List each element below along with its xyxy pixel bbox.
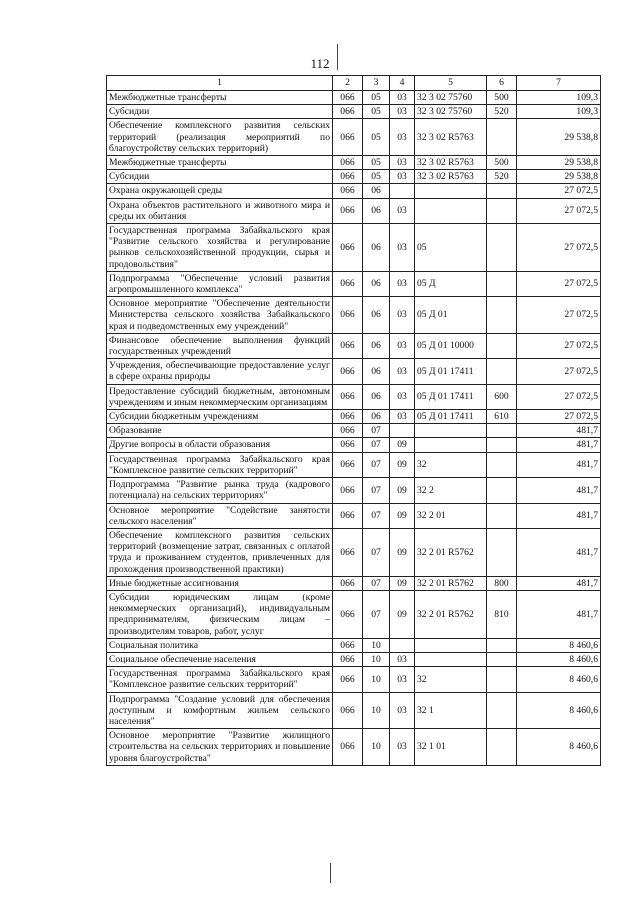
row-amount: 481,7 (517, 424, 601, 438)
row-amount: 481,7 (517, 503, 601, 528)
row-code-6 (487, 729, 517, 766)
row-code-4: 09 (390, 503, 415, 528)
row-code-2: 066 (333, 384, 363, 409)
row-amount: 8 460,6 (517, 667, 601, 692)
row-code-4 (390, 184, 415, 198)
row-code-4: 09 (390, 478, 415, 503)
row-code-6: 810 (487, 590, 517, 638)
table-row (107, 667, 601, 692)
row-code-4 (390, 424, 415, 438)
row-amount: 29 538,8 (517, 119, 601, 156)
row-amount: 481,7 (517, 528, 601, 576)
row-code-2: 066 (333, 224, 363, 272)
row-code-3: 05 (363, 170, 390, 184)
table-header (107, 76, 601, 91)
row-amount: 109,3 (517, 105, 601, 119)
row-name: Другие вопросы в области образования (107, 438, 333, 452)
row-amount: 27 072,5 (517, 297, 601, 334)
table-row (107, 528, 601, 576)
row-code-4: 03 (390, 384, 415, 409)
table-row (107, 105, 601, 119)
row-code-2: 066 (333, 170, 363, 184)
row-code-3: 07 (363, 438, 390, 452)
row-amount: 481,7 (517, 478, 601, 503)
row-code-3: 07 (363, 590, 390, 638)
row-code-4: 03 (390, 105, 415, 119)
row-amount: 29 538,8 (517, 156, 601, 170)
table-row (107, 384, 601, 409)
row-name: Иные бюджетные ассигнования (107, 576, 333, 590)
row-code-6 (487, 424, 517, 438)
row-code-2: 066 (333, 667, 363, 692)
row-code-6 (487, 452, 517, 477)
column-header-5: 5 (415, 76, 487, 91)
budget-table (106, 75, 601, 766)
row-code-5: 32 2 01 R5762 (415, 576, 487, 590)
row-code-6 (487, 119, 517, 156)
row-code-6 (487, 297, 517, 334)
row-code-3: 06 (363, 224, 390, 272)
row-code-2: 066 (333, 410, 363, 424)
row-code-2: 066 (333, 119, 363, 156)
row-code-3: 06 (363, 333, 390, 358)
row-name: Основное мероприятие "Обеспечение деятельности Министерства сельского хозяйства Забайкальского края и подведомственных ему учреждений" (107, 297, 333, 334)
row-amount: 8 460,6 (517, 692, 601, 729)
row-code-3: 07 (363, 528, 390, 576)
table-row (107, 652, 601, 666)
row-code-5: 05 (415, 224, 487, 272)
row-code-2: 066 (333, 184, 363, 198)
row-code-3: 06 (363, 198, 390, 223)
row-code-5 (415, 652, 487, 666)
row-code-4 (390, 638, 415, 652)
row-code-4: 03 (390, 667, 415, 692)
row-code-5 (415, 638, 487, 652)
row-code-5: 32 2 (415, 478, 487, 503)
row-code-5: 32 2 01 R5762 (415, 590, 487, 638)
row-code-5: 32 1 01 (415, 729, 487, 766)
row-name: Охрана окружающей среды (107, 184, 333, 198)
row-name: Государственная программа Забайкальского края "Развитие сельского хозяйства и регулирование рынков сельскохозяйственной продукции, сырья и продовольствия" (107, 224, 333, 272)
row-code-3: 07 (363, 452, 390, 477)
row-amount: 27 072,5 (517, 224, 601, 272)
row-amount: 481,7 (517, 576, 601, 590)
table-row (107, 224, 601, 272)
row-code-6 (487, 638, 517, 652)
row-code-2: 066 (333, 478, 363, 503)
table-body (107, 91, 601, 766)
row-amount: 27 072,5 (517, 384, 601, 409)
row-code-2: 066 (333, 91, 363, 105)
row-code-3: 06 (363, 359, 390, 384)
row-code-2: 066 (333, 438, 363, 452)
row-code-2: 066 (333, 503, 363, 528)
fold-mark-bottom (330, 863, 331, 883)
row-code-6 (487, 667, 517, 692)
row-code-6: 800 (487, 576, 517, 590)
table-row (107, 410, 601, 424)
row-code-5: 32 (415, 452, 487, 477)
row-code-6 (487, 503, 517, 528)
row-code-3: 10 (363, 652, 390, 666)
row-code-3: 10 (363, 729, 390, 766)
row-code-3: 07 (363, 478, 390, 503)
row-amount: 481,7 (517, 590, 601, 638)
row-code-3: 10 (363, 667, 390, 692)
row-code-3: 07 (363, 503, 390, 528)
row-name: Социальная политика (107, 638, 333, 652)
table-row (107, 333, 601, 358)
row-code-4: 03 (390, 652, 415, 666)
row-code-3: 06 (363, 271, 390, 296)
row-name: Субсидии бюджетным учреждениям (107, 410, 333, 424)
row-code-3: 10 (363, 692, 390, 729)
row-name: Подпрограмма "Развитие рынка труда (кадрового потенциала) на сельских территориях" (107, 478, 333, 503)
table-row (107, 503, 601, 528)
row-code-4: 03 (390, 271, 415, 296)
row-name: Предоставление субсидий бюджетным, автономным учреждениям и иным некоммерческим организациям (107, 384, 333, 409)
row-code-5: 05 Д 01 17411 (415, 384, 487, 409)
table-row (107, 184, 601, 198)
table-row (107, 170, 601, 184)
row-amount: 109,3 (517, 91, 601, 105)
row-code-2: 066 (333, 105, 363, 119)
table-row (107, 729, 601, 766)
row-code-4: 03 (390, 333, 415, 358)
row-code-2: 066 (333, 156, 363, 170)
table-row (107, 297, 601, 334)
row-code-3: 06 (363, 297, 390, 334)
row-name: Охрана объектов растительного и животного мира и среды их обитания (107, 198, 333, 223)
row-code-6 (487, 438, 517, 452)
row-code-3: 07 (363, 576, 390, 590)
row-amount: 27 072,5 (517, 410, 601, 424)
row-code-2: 066 (333, 271, 363, 296)
column-header-1: 1 (107, 76, 333, 91)
row-code-4: 09 (390, 438, 415, 452)
row-name: Межбюджетные трансферты (107, 156, 333, 170)
row-code-6 (487, 359, 517, 384)
row-name: Обеспечение комплексного развития сельских территорий (возмещение затрат, связанных с оплатой труда и проживанием студентов, привлеченных для прохождения производственной практики) (107, 528, 333, 576)
row-code-2: 066 (333, 638, 363, 652)
row-code-4: 03 (390, 692, 415, 729)
row-code-6: 520 (487, 105, 517, 119)
row-code-3: 05 (363, 91, 390, 105)
row-code-2: 066 (333, 333, 363, 358)
row-code-5: 32 3 02 R5763 (415, 119, 487, 156)
row-code-2: 066 (333, 652, 363, 666)
row-code-6 (487, 271, 517, 296)
row-code-6 (487, 692, 517, 729)
row-name: Финансовое обеспечение выполнения функций государственных учреждений (107, 333, 333, 358)
row-code-6 (487, 528, 517, 576)
column-header-4: 4 (390, 76, 415, 91)
row-code-4: 03 (390, 119, 415, 156)
header-row (107, 76, 601, 91)
row-code-4: 03 (390, 224, 415, 272)
row-code-4: 03 (390, 170, 415, 184)
row-code-4: 09 (390, 590, 415, 638)
row-name: Государственная программа Забайкальского края "Комплексное развитие сельских территорий" (107, 452, 333, 477)
row-code-6 (487, 478, 517, 503)
table-row (107, 438, 601, 452)
row-amount: 481,7 (517, 452, 601, 477)
row-code-4: 03 (390, 198, 415, 223)
row-code-3: 06 (363, 184, 390, 198)
row-code-2: 066 (333, 424, 363, 438)
row-code-3: 10 (363, 638, 390, 652)
row-name: Подпрограмма "Обеспечение условий развития агропромышленного комплекса" (107, 271, 333, 296)
row-code-4: 03 (390, 410, 415, 424)
column-header-6: 6 (487, 76, 517, 91)
row-code-5: 05 Д 01 17411 (415, 359, 487, 384)
row-code-2: 066 (333, 198, 363, 223)
row-code-2: 066 (333, 590, 363, 638)
row-name: Субсидии юридическим лицам (кроме некоммерческих организаций), индивидуальным предпринимателям, физическим лицам – производителям товаров, работ, услуг (107, 590, 333, 638)
row-code-5: 05 Д 01 17411 (415, 410, 487, 424)
table-row (107, 452, 601, 477)
page-number: 112 (310, 56, 330, 71)
row-code-6 (487, 333, 517, 358)
table-row (107, 198, 601, 223)
row-code-5: 05 Д 01 10000 (415, 333, 487, 358)
row-code-2: 066 (333, 359, 363, 384)
row-code-4: 09 (390, 452, 415, 477)
row-amount: 8 460,6 (517, 652, 601, 666)
table-row (107, 576, 601, 590)
row-name: Субсидии (107, 170, 333, 184)
row-code-6: 500 (487, 91, 517, 105)
row-name: Образование (107, 424, 333, 438)
row-name: Межбюджетные трансферты (107, 91, 333, 105)
table-row (107, 590, 601, 638)
row-code-5: 32 2 01 R5762 (415, 528, 487, 576)
row-code-2: 066 (333, 528, 363, 576)
row-amount: 27 072,5 (517, 184, 601, 198)
row-code-2: 066 (333, 692, 363, 729)
row-code-3: 07 (363, 424, 390, 438)
row-code-4: 03 (390, 91, 415, 105)
row-code-6: 610 (487, 410, 517, 424)
row-name: Учреждения, обеспечивающие предоставление услуг в сфере охраны природы (107, 359, 333, 384)
row-code-6 (487, 184, 517, 198)
column-header-3: 3 (363, 76, 390, 91)
row-code-5: 05 Д 01 (415, 297, 487, 334)
row-code-4: 03 (390, 729, 415, 766)
row-code-5: 32 (415, 667, 487, 692)
column-header-7: 7 (517, 76, 601, 91)
row-name: Основное мероприятие "Развитие жилищного строительства на сельских территориях и повышение уровня благоустройства" (107, 729, 333, 766)
table-row (107, 478, 601, 503)
row-code-5: 32 1 (415, 692, 487, 729)
row-code-5 (415, 438, 487, 452)
table-row (107, 91, 601, 105)
row-name: Подпрограмма "Создание условий для обеспечения доступным и комфортным жильем сельского населения" (107, 692, 333, 729)
row-amount: 8 460,6 (517, 729, 601, 766)
row-code-3: 06 (363, 410, 390, 424)
row-code-5 (415, 198, 487, 223)
table-row (107, 424, 601, 438)
row-code-6 (487, 224, 517, 272)
row-code-6: 500 (487, 156, 517, 170)
table-row (107, 156, 601, 170)
table-row (107, 692, 601, 729)
row-code-3: 05 (363, 105, 390, 119)
row-name: Социальное обеспечение населения (107, 652, 333, 666)
row-amount: 481,7 (517, 438, 601, 452)
table-row (107, 359, 601, 384)
table-row (107, 119, 601, 156)
row-name: Государственная программа Забайкальского края "Комплексное развитие сельских территорий" (107, 667, 333, 692)
row-name: Субсидии (107, 105, 333, 119)
row-code-4: 09 (390, 528, 415, 576)
row-code-5: 32 2 01 (415, 503, 487, 528)
row-code-5: 32 3 02 R5763 (415, 170, 487, 184)
row-code-6: 600 (487, 384, 517, 409)
row-code-5: 05 Д (415, 271, 487, 296)
column-header-2: 2 (333, 76, 363, 91)
row-code-2: 066 (333, 576, 363, 590)
row-code-2: 066 (333, 452, 363, 477)
row-amount: 8 460,6 (517, 638, 601, 652)
row-amount: 29 538,8 (517, 170, 601, 184)
row-name: Обеспечение комплексного развития сельских территорий (реализация мероприятий по благоустройству сельских территорий) (107, 119, 333, 156)
row-code-4: 03 (390, 297, 415, 334)
row-code-3: 05 (363, 156, 390, 170)
row-code-2: 066 (333, 729, 363, 766)
row-amount: 27 072,5 (517, 271, 601, 296)
row-code-4: 09 (390, 576, 415, 590)
row-code-5: 32 3 02 75760 (415, 105, 487, 119)
row-code-6: 520 (487, 170, 517, 184)
row-amount: 27 072,5 (517, 359, 601, 384)
row-code-6 (487, 652, 517, 666)
row-code-2: 066 (333, 297, 363, 334)
row-code-3: 05 (363, 119, 390, 156)
row-code-4: 03 (390, 359, 415, 384)
row-code-4: 03 (390, 156, 415, 170)
row-amount: 27 072,5 (517, 333, 601, 358)
row-code-5: 32 3 02 75760 (415, 91, 487, 105)
table-row (107, 638, 601, 652)
row-amount: 27 072,5 (517, 198, 601, 223)
row-code-3: 06 (363, 384, 390, 409)
row-code-5 (415, 184, 487, 198)
row-code-6 (487, 198, 517, 223)
row-code-5 (415, 424, 487, 438)
row-name: Основное мероприятие "Содействие занятости сельского населения" (107, 503, 333, 528)
table-row (107, 271, 601, 296)
row-code-5: 32 3 02 R5763 (415, 156, 487, 170)
